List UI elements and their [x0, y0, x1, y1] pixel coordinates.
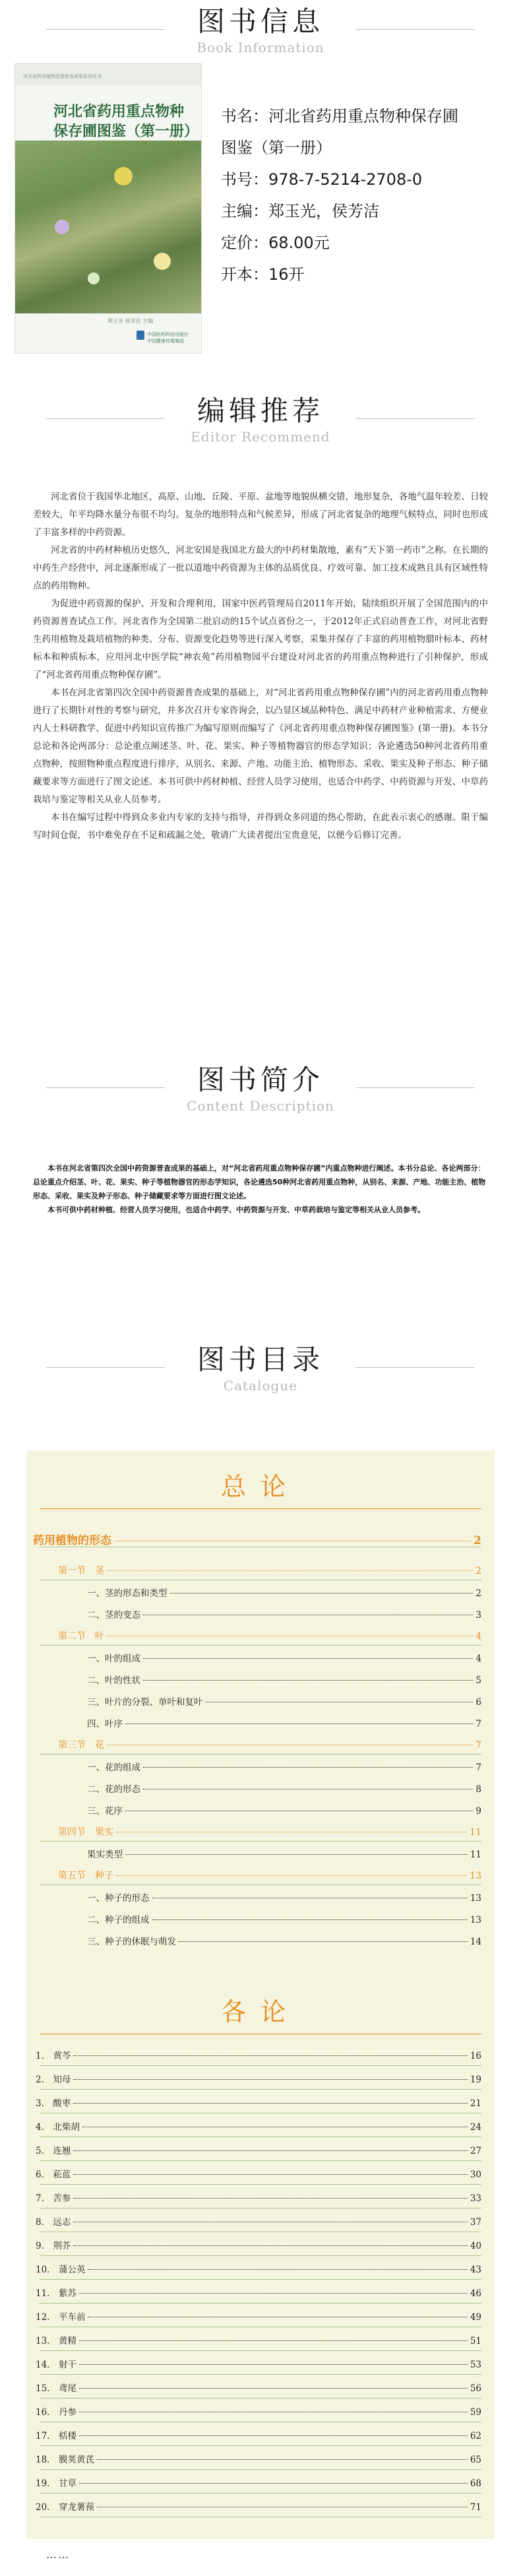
toc-leader: [143, 1658, 473, 1659]
book-cover: [15, 63, 202, 354]
toc-row: [36, 2428, 481, 2441]
toc-page-number: 5: [475, 1675, 481, 1686]
toc-page-number: 8: [475, 1784, 481, 1795]
toc-label: 19. 甘草: [36, 2478, 77, 2489]
toc-page-number: 2: [475, 1588, 481, 1599]
toc-page-number: 46: [470, 2288, 481, 2299]
toc-leader: [79, 2388, 468, 2389]
toc-label: 15. 鸢尾: [36, 2383, 77, 2394]
toc-label: 9. 荆芥: [36, 2241, 71, 2251]
toc-leader: [79, 2364, 468, 2365]
toc-label: 14. 射干: [36, 2360, 77, 2370]
toc-label: 二、茎的变态: [87, 1610, 140, 1621]
toc-leader: [125, 1723, 473, 1724]
toc-row: [36, 2238, 481, 2251]
info-format: 开本：16开: [221, 265, 305, 284]
cover-title: [53, 102, 199, 142]
toc-leader: [73, 2055, 467, 2056]
toc-label: 13. 黄精: [36, 2336, 77, 2346]
divider: [40, 2255, 481, 2256]
flower-shape: [154, 253, 171, 270]
toc-leader: [107, 1570, 473, 1571]
toc-leader: [170, 1593, 474, 1594]
description-paragraph: 本书可供中药材种植、经营人员学习使用，也适合中药学、中药资源与开发、中草药栽培与鉴定等相关从业人员参考。: [47, 1206, 425, 1214]
toc-row: [87, 1760, 481, 1773]
toc-row: [87, 1673, 481, 1686]
toc-page-number: 11: [470, 1850, 481, 1860]
toc-leader: [143, 1680, 473, 1681]
toc-row: [36, 2357, 481, 2370]
toc-leader: [73, 2103, 467, 2104]
toc-page-number: 3: [475, 1610, 481, 1621]
toc-page-number: 71: [470, 2502, 481, 2513]
toc-label: 第四节 果实: [58, 1827, 113, 1838]
toc-row: [87, 1716, 481, 1729]
toc-page-number: 4: [475, 1631, 481, 1642]
toc-leader: [73, 2245, 467, 2246]
toc-label: 4. 北柴胡: [36, 2122, 80, 2133]
toc-row: [87, 1694, 481, 1708]
toc-label: 17. 栝楼: [36, 2431, 77, 2441]
toc-page-number: 37: [470, 2217, 481, 2228]
toc-leader: [88, 2269, 467, 2270]
toc-row: [87, 1586, 481, 1599]
section-title: 图书目录: [197, 1343, 324, 1376]
toc-row: [87, 1912, 481, 1925]
toc-page-number: 2: [474, 1534, 481, 1547]
flower-shape: [114, 167, 133, 185]
divider: [40, 2350, 481, 2351]
toc-label: 1. 黄芩: [36, 2051, 71, 2061]
toc-leader: [152, 1919, 468, 1920]
cover-publisher: [147, 331, 189, 344]
toc-page-number: 14: [470, 1937, 481, 1947]
toc-page-number: 21: [470, 2098, 481, 2109]
cover-photo: [15, 141, 201, 313]
toc-label: 第三节 花: [58, 1740, 104, 1751]
toc-label: 第五节 种子: [58, 1871, 113, 1881]
cover-title-line2: 保存圃图鉴（第一册）: [53, 123, 199, 140]
divider: [46, 29, 165, 30]
toc-label: 2. 知母: [36, 2075, 71, 2085]
toc-row: [36, 2333, 481, 2346]
toc-row: [87, 1607, 481, 1621]
info-title: 书名：河北省药用重点物种保存圃: [221, 107, 458, 125]
toc-label: 三、花序: [87, 1806, 123, 1817]
toc-row: [36, 2072, 481, 2085]
divider: [356, 29, 475, 30]
toc-row: [33, 1531, 481, 1547]
toc-row: [87, 1890, 481, 1904]
toc-label: 三、叶片的分裂、单叶和复叶: [87, 1697, 203, 1708]
publisher-group: 中国健康传媒集团: [147, 338, 184, 344]
toc-row: [36, 2404, 481, 2418]
toc-row: [87, 1803, 481, 1817]
toc-page-number: 19: [470, 2075, 481, 2085]
recommend-paragraph: 为促进中药资源的保护、开发和合理利用，国家中医药管理局自2011年开始，陆续组织开展了全国范围内的中药资源普查试点工作。河北省作为全国第二批启动的15个试点省份之一，于2012年正式启动普查工作，对河北省野生药用植物及栽培植物的种类、分布、资源变化趋势等进行深入考察，采集并保存了丰富的药用植物腊叶标本、药材标本和种质标本，应用河北中医学院“神农苑”药用植物园平台建设对河北省的药用重点物种进行了引种保护，形成了“河北省药用重点物种保存圃”。: [33, 598, 488, 680]
toc-page-number: 24: [470, 2122, 481, 2133]
toc-row: [36, 2191, 481, 2204]
toc-label: 一、花的组成: [87, 1762, 140, 1773]
divider: [40, 2493, 481, 2494]
toc-label: 第一节 茎: [58, 1566, 104, 1576]
divider: [40, 1508, 481, 1509]
toc-leader: [73, 2198, 467, 2199]
divider: [40, 2160, 481, 2161]
recommend-paragraph: 本书在编写过程中得到众多业内专家的支持与指导，并得到众多同道的热心帮助，在此表示衷心的感谢。限于编写时间仓促，书中难免存在不足和疏漏之处，敬请广大读者提出宝贵意见，以便今后修订完善。: [33, 812, 488, 841]
toc-label: 5. 连翘: [36, 2146, 71, 2156]
divider: [40, 1645, 481, 1646]
cover-title-line1: 河北省药用重点物种: [53, 104, 185, 120]
divider: [356, 1087, 475, 1088]
flower-shape: [88, 273, 100, 284]
toc-row: [36, 2286, 481, 2299]
toc-label: 一、叶的组成: [87, 1654, 140, 1664]
toc-page-number: 68: [470, 2478, 481, 2489]
toc-row: [58, 1629, 481, 1642]
toc-row: [36, 2309, 481, 2323]
toc-page-number: 30: [470, 2170, 481, 2180]
toc-row: [36, 2214, 481, 2228]
toc-page-number: 62: [470, 2431, 481, 2441]
toc-row: [58, 1869, 481, 1882]
divider: [46, 1367, 165, 1368]
toc-page-number: 16: [470, 2051, 481, 2061]
divider: [40, 2184, 481, 2185]
toc-page-number: 49: [470, 2312, 481, 2323]
toc-label: 6. 菘蓝: [36, 2170, 71, 2180]
section-header-editor-recommend: [0, 395, 521, 445]
section-subtitle: Catalogue: [223, 1378, 298, 1394]
toc-page-number: 40: [470, 2241, 481, 2251]
info-price: 定价：68.00元: [221, 234, 330, 252]
recommend-paragraph: 本书在河北省第四次全国中药资源普查成果的基础上，对“河北省药用重点物种保存圃”内的河北省药用重点物种进行了长期针对性的考察与研究，并多次召开专家咨询会，以凸显区域品种特色、满足中药材产业种植需求、方便业内人士科研教学、促进中药知识宣传推广为编写原则而编写了《河北省药用重点物种保存圃图鉴》(第一册)。本书分总论和各论两部分：总论重点阐述茎、叶、花、果实、种子等植物器官的形态学知识；各论遴选50种河北省药用重点物种，按照物种重点程度进行排序，从别名、来源、产地、功能主治、植物形态、采收、果实及种子形态、种子储藏要求等方面进行了图文论述。本书可供中药材种植、经营人员学习使用，也适合中药学、中药资源与开发、中草药栽培与鉴定等相关从业人员参考。: [33, 688, 488, 805]
catalogue-panel: [26, 1450, 495, 2539]
toc-row: [36, 2143, 481, 2156]
toc-row: [58, 1825, 481, 1838]
toc-page-number: 9: [475, 1806, 481, 1817]
toc-leader: [79, 2293, 468, 2294]
toc-page-number: 7: [475, 1719, 481, 1729]
toc-page-number: 13: [470, 1871, 481, 1881]
toc-row: [36, 2262, 481, 2275]
flower-shape: [55, 220, 69, 234]
toc-page-number: 33: [470, 2193, 481, 2204]
toc-label: 第二节 叶: [58, 1631, 104, 1642]
section-subtitle: Content Description: [187, 1098, 334, 1114]
toc-page-number: 56: [470, 2383, 481, 2394]
toc-leader: [97, 2459, 468, 2460]
toc-label: 二、花的形态: [87, 1784, 140, 1795]
publisher-name: 中国医药科技出版社: [147, 332, 189, 337]
toc-label: 11. 紫苏: [36, 2288, 77, 2299]
toc-label: 果实类型: [87, 1850, 123, 1860]
divider: [40, 1841, 481, 1842]
divider: [40, 2445, 481, 2446]
info-isbn: 书号：978-7-5214-2708-0: [221, 170, 423, 189]
toc-row: [87, 1651, 481, 1664]
toc-label: 二、种子的组成: [87, 1915, 150, 1925]
toc-leader: [73, 2150, 467, 2151]
toc-page-number: 7: [475, 1762, 481, 1773]
toc-label: 四、叶序: [87, 1719, 123, 1729]
toc-leader: [79, 2340, 468, 2341]
toc-row: [36, 2167, 481, 2180]
divider: [40, 2089, 481, 2090]
info-editor: 主编：郑玉光，侯芳洁: [221, 202, 379, 220]
cover-authors: 郑玉光 侯芳洁 主编: [107, 318, 154, 324]
toc-row: [58, 1738, 481, 1751]
catalogue-ellipsis: ……: [46, 2548, 70, 2561]
cover-series: 河北省药用植物资源普查成果系列丛书: [23, 74, 102, 79]
divider: [40, 2374, 481, 2375]
divider: [40, 1754, 481, 1755]
book-info-list: [221, 100, 458, 290]
section-header-catalogue: [0, 1343, 521, 1394]
catalogue-specific-heading: 各论: [220, 1997, 300, 2026]
divider: [40, 2469, 481, 2470]
section-header-content-description: [0, 1064, 521, 1114]
description-paragraph: 本书在河北省第四次全国中药资源普查成果的基础上，对“河北省药用重点物种保存圃”内重点物种进行阐述。本书分总论、各论两部分：总论重点介绍茎、叶、花、果实、种子等植物器官的形态学知识，各论遴选50种河北省药用重点物种，从别名、来源、产地、功能主治、植物形态、采收、果实及种子形态、种子储藏要求等方面进行图文论述。: [33, 1164, 486, 1200]
publisher-logo-icon: [137, 331, 144, 340]
toc-leader: [179, 1941, 468, 1942]
divider: [356, 418, 475, 419]
toc-page-number: 59: [470, 2407, 481, 2418]
toc-row: [87, 1934, 481, 1947]
toc-leader: [125, 1854, 468, 1855]
toc-row: [36, 2499, 481, 2513]
toc-label: 8. 远志: [36, 2217, 71, 2228]
recommend-body: [33, 488, 488, 845]
section-title: 图书简介: [197, 1064, 324, 1096]
divider: [40, 2279, 481, 2280]
divider: [40, 2065, 481, 2066]
toc-row: [58, 1564, 481, 1577]
description-body: [33, 1161, 488, 1217]
section-title: 编辑推荐: [197, 395, 324, 427]
recommend-paragraph: 河北省位于我国华北地区，高原、山地、丘陵、平原、盆地等地貌纵横交错，地形复杂，各地气温年较差、日较差较大，年平均降水量分布很不均匀。复杂的地形特点和气候差异，形成了河北省复杂的地理气候特点，同时也形成了丰富多样的中药资源。: [33, 492, 488, 538]
toc-row: [36, 2381, 481, 2394]
toc-page-number: 53: [470, 2360, 481, 2370]
toc-row: [87, 1782, 481, 1795]
toc-label: 12. 平车前: [36, 2312, 86, 2323]
toc-label: 二、叶的性状: [87, 1675, 140, 1686]
toc-label: 药用植物的形态: [33, 1534, 111, 1547]
catalogue-general-heading: 总论: [220, 1472, 300, 1501]
toc-page-number: 6: [475, 1697, 481, 1708]
section-header-book-info: [0, 5, 521, 55]
toc-leader: [73, 2079, 467, 2080]
toc-label: 一、茎的形态和类型: [87, 1588, 168, 1599]
toc-leader: [116, 1875, 467, 1876]
toc-label: 18. 膜荚黄芪: [36, 2455, 94, 2465]
divider: [46, 1087, 165, 1088]
recommend-paragraph: 河北省的中药材种植历史悠久，河北安国是我国北方最大的中药材集散地，素有“天下第一药市”之称。在长期的中药生产经营中，河北逐渐形成了一批以道地中药资源为主体的品质优良、疗效可靠、加工技术成熟且具有区域性特点的药用物种。: [33, 545, 488, 591]
toc-page-number: 51: [470, 2336, 481, 2346]
toc-row: [36, 2452, 481, 2465]
section-title: 图书信息: [197, 5, 324, 38]
toc-page-number: 4: [475, 1654, 481, 1664]
toc-page-number: 43: [470, 2265, 481, 2275]
toc-label: 3. 酸枣: [36, 2098, 71, 2109]
divider: [356, 1367, 475, 1368]
section-subtitle: Book Information: [197, 40, 324, 55]
toc-label: 10. 蒲公英: [36, 2265, 86, 2275]
info-title-cont: 图鉴（第一册）: [221, 139, 332, 157]
toc-page-number: 27: [470, 2146, 481, 2156]
toc-leader: [73, 2174, 467, 2175]
toc-label: 7. 苦参: [36, 2193, 71, 2204]
toc-label: 20. 穿龙薯蓣: [36, 2502, 94, 2513]
toc-label: 三、种子的休眠与萌发: [87, 1937, 176, 1947]
toc-row: [87, 1847, 481, 1860]
toc-row: [36, 2119, 481, 2133]
toc-label: 一、种子的形态: [87, 1893, 150, 1904]
toc-label: 16. 丹参: [36, 2407, 77, 2418]
toc-page-number: 11: [470, 1827, 481, 1838]
toc-row: [36, 2476, 481, 2489]
toc-page-number: 65: [470, 2455, 481, 2465]
toc-row: [36, 2096, 481, 2109]
toc-row: [36, 2048, 481, 2061]
toc-page-number: 2: [475, 1566, 481, 1576]
toc-page-number: 13: [470, 1893, 481, 1904]
toc-page-number: 7: [475, 1740, 481, 1751]
divider: [40, 1884, 481, 1885]
divider: [40, 2398, 481, 2399]
toc-leader: [79, 2483, 468, 2484]
toc-leader: [79, 2435, 468, 2436]
divider: [46, 418, 165, 419]
toc-leader: [143, 1767, 473, 1768]
section-subtitle: Editor Recommend: [191, 429, 330, 445]
toc-page-number: 13: [470, 1915, 481, 1925]
